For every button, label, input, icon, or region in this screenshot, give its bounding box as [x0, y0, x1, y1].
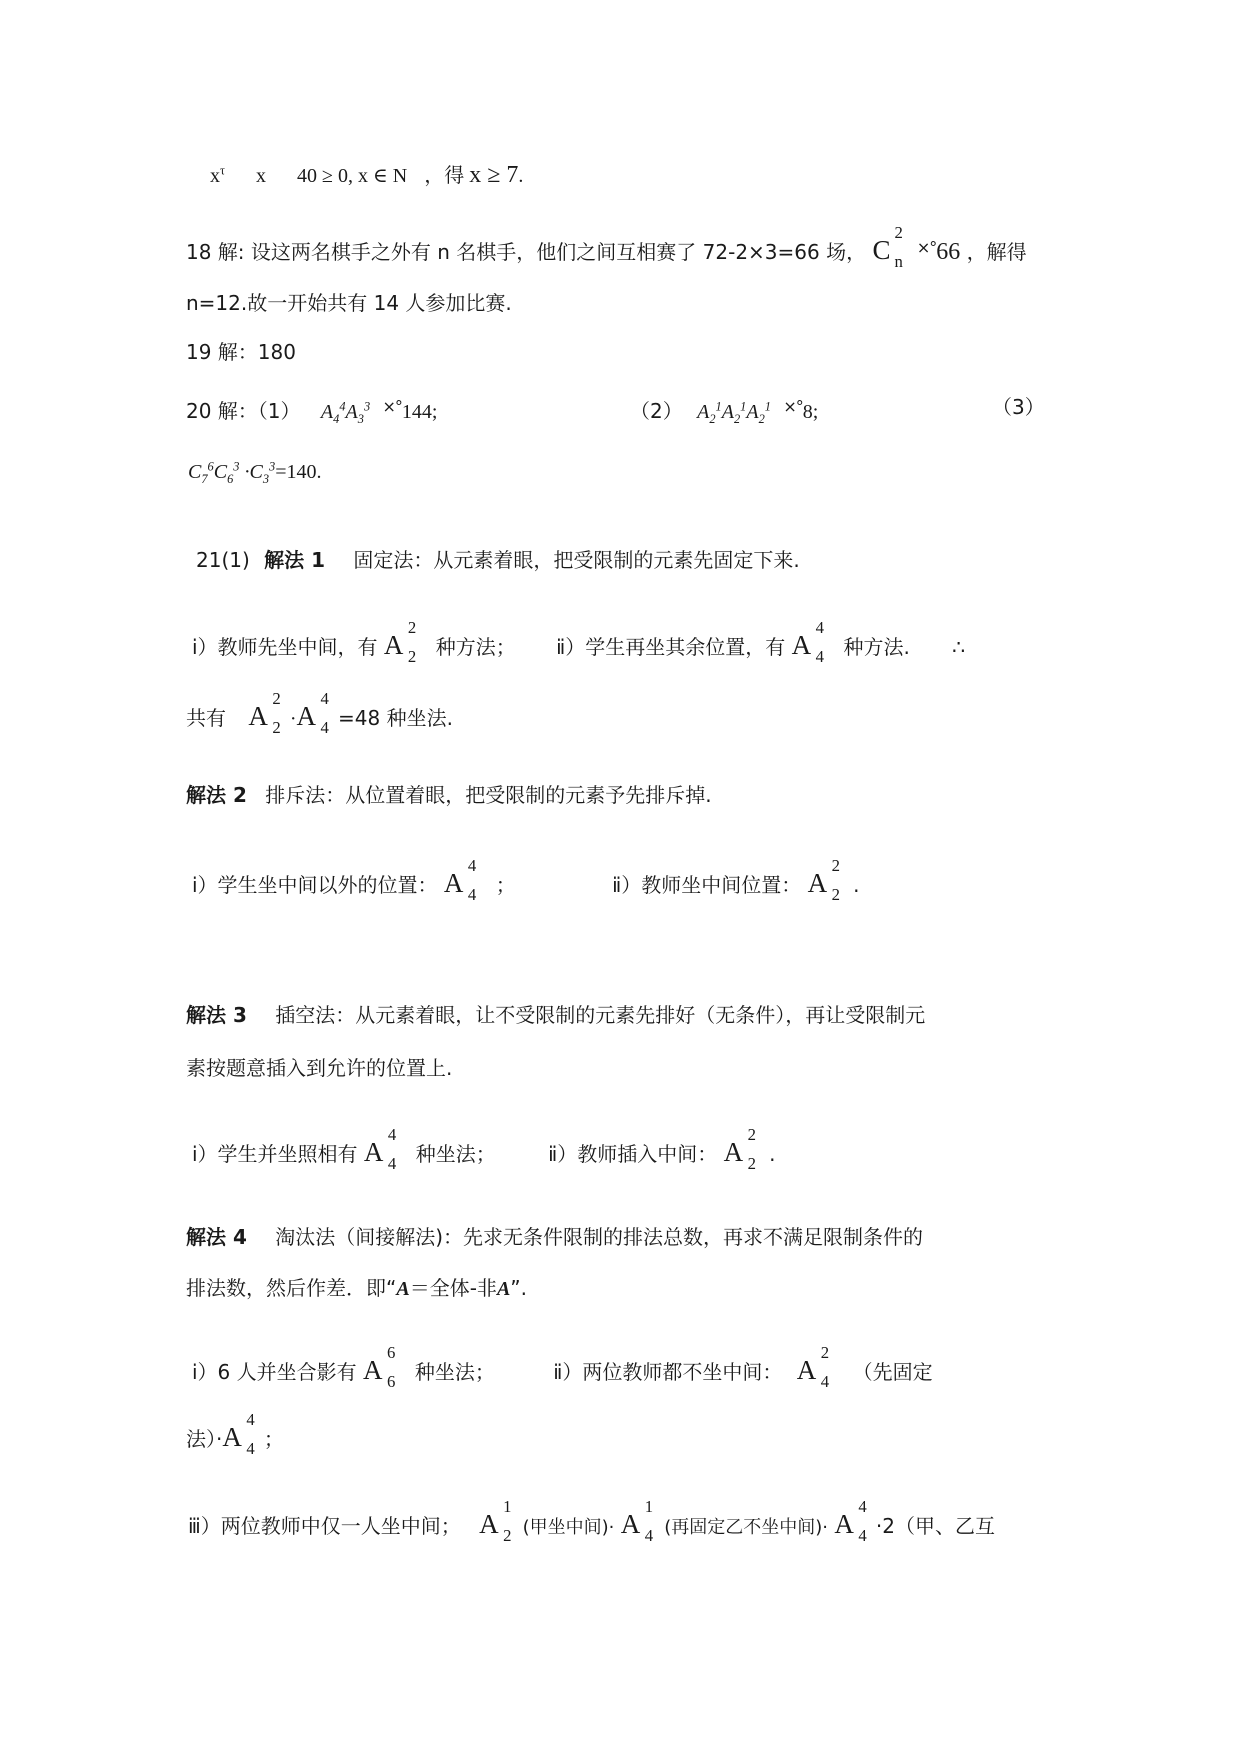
- method-3-heading: 解法 3 插空法：从元素着眼，让不受限制的元素先排好（无条件），再让受限制元: [186, 1003, 926, 1027]
- solution-18-result: n=12.故一开始共有 14 人参加比赛.: [186, 291, 512, 315]
- method-4-steps: ⅰ）6 人并坐合影有 A 6 6 种坐法； ⅱ）两位教师都不坐中间： A 2 4 （先固定: [192, 1343, 933, 1392]
- method-1-steps: ⅰ）教师先坐中间，有 A 2 2 种方法； ⅱ）学生再坐其余位置，有 A 4 4 种方法. ∴: [192, 618, 965, 667]
- solution-19-line: 19 解：180: [186, 340, 296, 364]
- method-3-continued: 素按题意插入到允许的位置上.: [186, 1056, 453, 1080]
- solution-20-part2: （2） $A_2^1A_2^1A_2^1$ ×°8;: [630, 397, 819, 426]
- inequality-line: $x^\tau$ x 40 ≥ 0, x ∈ N ，得 x ≥ 7.: [210, 162, 524, 188]
- method-3-steps: ⅰ）学生并坐照相有 A 4 4 种坐法； ⅱ）教师插入中间： A 2 2 .: [192, 1125, 776, 1174]
- perm-a21-a21-a21: $A_2^1A_2^1A_2^1$: [697, 399, 771, 426]
- method-4-continued: 排法数，然后作差．即“A＝全体-非A”.: [186, 1276, 527, 1300]
- method-4-step-3: ⅲ）两位教师中仅一人坐中间； A 1 2 (甲坐中间)· A 1 4 (再固定乙不坐中间)· A 4 4 ·2（甲、乙互: [188, 1497, 995, 1546]
- method-1-total: 共有 A 2 2 ·A 4 4 =48 种坐法.: [186, 689, 453, 738]
- method-2-steps: ⅰ）学生坐中间以外的位置： A 4 4 ； ⅱ）教师坐中间位置： A 2 2 .: [192, 856, 860, 905]
- comb-c76-c63-c33: $C_7^6C_6^3 \cdot C_3^3$: [188, 459, 276, 486]
- solution-20-part3-label: （3）: [992, 395, 1045, 419]
- perm-a44-a33: $A_4^4A_3^3$: [320, 399, 371, 426]
- solution-20-part3: $C_7^6C_6^3 \cdot C_3^3=140$.: [188, 459, 322, 486]
- method-4-heading: 解法 4 淘汰法（间接解法)：先求无条件限制的排法总数，再求不满足限制条件的: [186, 1225, 924, 1249]
- solution-20-line: 20 解：（1） $A_4^4A_3^3$ ×°144;: [186, 397, 438, 426]
- method-2-heading: 解法 2 排斥法：从位置着眼，把受限制的元素予先排斥掉.: [186, 783, 712, 807]
- method-1-heading: 21(1) 解法 1 固定法：从元素着眼，把受限制的元素先固定下来.: [196, 548, 800, 572]
- method-4-steps-continued: 法）·A 4 4 ；: [186, 1410, 284, 1459]
- solution-18-line: 18 解: 设这两名棋手之外有 n 名棋手，他们之间互相赛了 72-2×3=66 场， C 2 n ×°66 ，解得: [186, 223, 1027, 272]
